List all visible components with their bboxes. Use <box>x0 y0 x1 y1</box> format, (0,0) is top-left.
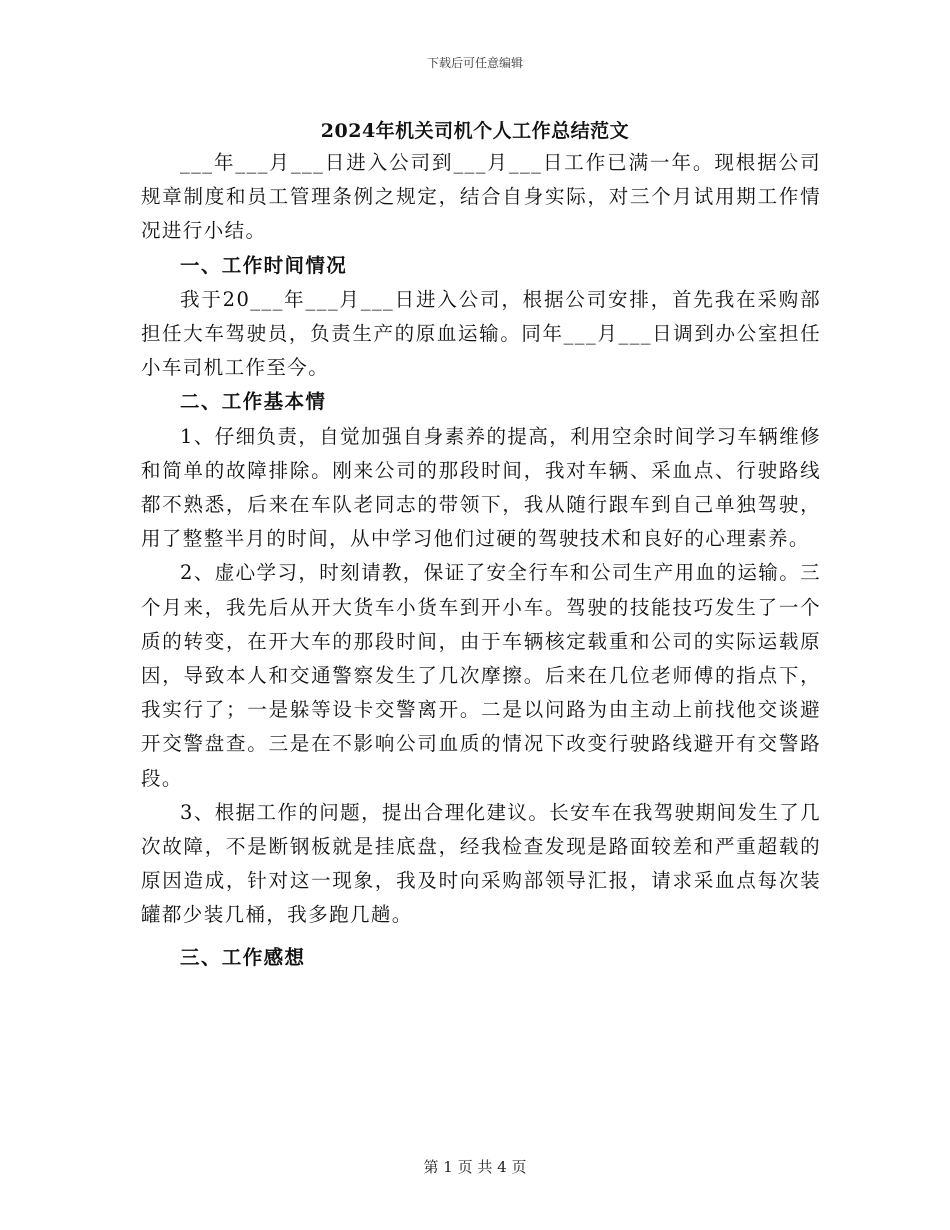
section-2-paragraph-3: 3、根据工作的问题，提出合理化建议。长安车在我驾驶期间发生了几次故障，不是断钢板就是挂底盘，经我检查发现是路面较差和严重超载的原因造成，针对这一现象，我及时向采购部领导汇报，请求采血点每次装罐都少装几桶，我多跑几趟。 <box>141 800 821 927</box>
section-heading-3: 三、工作感想 <box>180 945 306 969</box>
page-footer: 第 1 页 共 4 页 <box>423 1158 527 1176</box>
section-heading-2: 二、工作基本情 <box>180 390 327 414</box>
section-2-paragraph-1: 1、仔细负责，自觉加强自身素养的提高，利用空余时间学习车辆维修和简单的故障排除。刚来公司的那段时间，我对车辆、采血点、行驶路线都不熟悉，后来在车队老同志的带领下，我从随行跟车到自己单独驾驶，用了整整半月的时间，从中学习他们过硬的驾驶技术和良好的心理素养。 <box>141 424 821 551</box>
intro-paragraph: ___年___月___日进入公司到___月___日工作已满一年。现根据公司规章制度和员工管理条例之规定，结合自身实际，对三个月试用期工作情况进行小结。 <box>141 151 821 243</box>
section-1-paragraph-1: 我于20___年___月___日进入公司，根据公司安排，首先我在采购部担任大车驾驶员，负责生产的原血运输。同年___月___日调到办公室担任小车司机工作至今。 <box>141 287 821 380</box>
document-title: 2024年机关司机个人工作总结范文 <box>320 120 630 142</box>
document-body <box>141 146 821 975</box>
section-heading-1: 一、工作时间情况 <box>180 253 348 277</box>
section-2-paragraph-2: 2、虚心学习，时刻请教，保证了安全行车和公司生产用血的运输。三个月来，我先后从开大货车小货车到开小车。驾驶的技能技巧发生了一个质的转变，在开大车的那段时间，由于车辆核定载重和公司的实际运载原因，导致本人和交通警察发生了几次摩擦。后来在几位老师傅的指点下，我实行了；一是躲等设卡交警离开。二是以问路为由主动上前找他交谈避开交警盘查。三是在不影响公司血质的情况下改变行驶路线避开有交警路段。 <box>141 561 821 790</box>
header-note: 下载后可任意编辑 <box>426 56 523 70</box>
